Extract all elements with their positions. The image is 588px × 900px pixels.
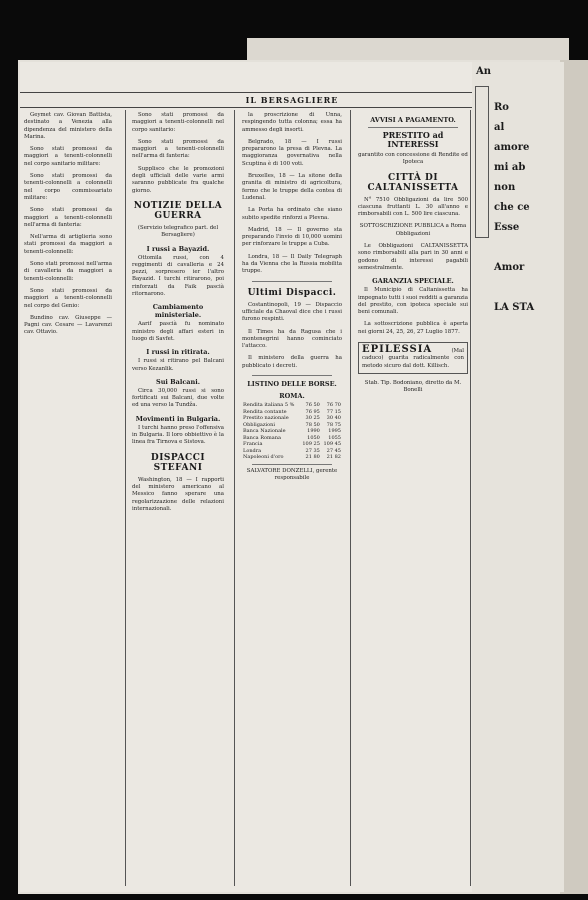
ad-section-heading: GARANZIA SPECIALE. xyxy=(372,277,454,286)
item-heading: I russi a Bayazid. xyxy=(146,244,210,253)
fragment-line: Ro xyxy=(494,102,509,113)
borsa-cell: 30 25 xyxy=(305,415,320,422)
borsa-city: ROMA. xyxy=(279,392,305,401)
paragraph: Le Obbligazioni CALTANISSETTA sono rimborsabili alla pari in 30 anni e godono di interessi pagabili semestralmente. xyxy=(358,243,468,271)
borsa-cell: 1995 xyxy=(328,428,341,435)
borsa-cell: 27 35 xyxy=(305,447,320,454)
ad-headline: EPILESSIA xyxy=(362,344,433,356)
paragraph: Sono stati promossi da maggiori a tenenti-colonnelli nel corpo sanitario militare: xyxy=(24,146,112,167)
fragment-line: Esse xyxy=(494,222,520,233)
borsa-cell: 1050 xyxy=(307,434,320,441)
divider xyxy=(252,281,332,282)
column-2 xyxy=(132,112,224,882)
item-heading: Cambiamento ministeriale. xyxy=(152,303,204,320)
section-heading: DISPACCI STEFANI xyxy=(150,452,206,473)
borsa-heading: LISTINO DELLE BORSE. xyxy=(247,380,337,389)
borsa-cell: 77 15 xyxy=(326,408,341,415)
section-heading: Ultimi Dispacci. xyxy=(247,287,337,298)
paragraph: Sono stati promossi da maggiori a tenenti-colonnelli nel corpo del Genio: xyxy=(24,287,112,309)
paragraph: Sono stati promossi da maggiori a tenenti-colonnelli nell'arma di fanteria: xyxy=(132,138,224,160)
paragraph: Washington, 18 — I rapporti del ministero americano al Messico fanno sperare una regolarizzazione delle relazioni internazionali. xyxy=(132,476,224,512)
borsa-cell: Francia xyxy=(243,441,263,448)
column-3 xyxy=(242,112,342,882)
fragment-line: non xyxy=(494,182,516,193)
column-rule xyxy=(470,110,471,886)
vertical-strip xyxy=(475,86,489,238)
borsa-cell: 27 45 xyxy=(326,447,341,454)
paragraph: Geymet cav. Giovan Battista, destinato a Venezia alla dipendenza del ministero della Marina. xyxy=(24,112,112,140)
paragraph: La Porta ha ordinato che siano subito spedite rinforzi a Plevna. xyxy=(242,207,342,221)
borsa-cell: Obbligazioni xyxy=(243,421,275,428)
ad-city: CITTÀ DI CALTANISSETTA xyxy=(367,172,459,193)
next-page-edge xyxy=(560,60,588,894)
newspaper-page xyxy=(20,62,564,892)
borsa-cell: Rendita italiana 5 % xyxy=(243,402,295,409)
ad-text: (Mal caduco) guarita radicalmente con metodo sicuro dal dott. Killisch. xyxy=(362,348,464,369)
divider xyxy=(368,127,458,128)
borsa-cell: Prestito nazionale xyxy=(243,415,289,422)
paragraph: Sono stati promossi da maggiori a tenenti-colonnelli nel corpo sanitario: xyxy=(132,112,224,133)
adjacent-page-fragment xyxy=(472,62,564,892)
subheading: (Servizio telegrafico part. del Bersagliere) xyxy=(137,224,219,239)
fragment-line: LA STA xyxy=(494,302,535,313)
ads-heading: AVVISI A PAGAMENTO. xyxy=(370,116,456,124)
borsa-cell: 109 45 xyxy=(323,441,341,448)
paragraph: Nell'arma di artiglieria sono stati promossi da maggiori a tenenti-colonnelli: xyxy=(24,234,112,255)
paragraph: Sono stati promossi da tenenti-colonnelli a colonnelli nel corpo commissariato militare: xyxy=(24,173,112,201)
paragraph: I turchi hanno preso l'offensiva in Bulgaria. Il loro obbiettivo è la linea fra Tirnova e Sistova. xyxy=(132,424,224,446)
borsa-cell: Banca Nazionale xyxy=(243,428,286,435)
paragraph: Madrid, 18 — Il governo sta preparando l'invio di 10,000 uomini per rinforzare le truppe a Cuba. xyxy=(242,226,342,248)
column-4 xyxy=(358,112,468,882)
fragment-title: An xyxy=(476,66,492,77)
borsa-cell: 30 40 xyxy=(326,415,341,422)
borsa-row xyxy=(242,402,342,409)
borsa-cell: 78 50 xyxy=(305,421,320,428)
borsa-cell: 1990 xyxy=(307,428,320,435)
divider xyxy=(252,464,332,465)
section-heading: NOTIZIE DELLA GUERRA xyxy=(133,200,223,221)
borsa-cell: Napoleoni d'oro xyxy=(243,454,284,461)
borsa-cell: 76 95 xyxy=(305,408,320,415)
borsa-cell: Banca Romana xyxy=(243,434,281,441)
column-rule xyxy=(125,110,126,886)
fragment-line: amore xyxy=(494,142,530,153)
paragraph: Supplisco che le promozioni degli ufficiali delle varie armi saranno pubblicate fra qualche giorno. xyxy=(132,165,224,194)
column-rule xyxy=(234,110,235,886)
paragraph: Ottomila russi, con 4 reggimenti di cavalleria e 24 pezzi, sorpresero ier l'altro Bayazid. I turchi ritirarono, poi rinforzati da Faik pascià ritornarono. xyxy=(132,254,224,298)
ad-title: PRESTITO ad INTERESSI xyxy=(382,130,444,149)
masthead: IL BERSAGLIERE xyxy=(20,92,564,108)
paragraph: Il ministero della guerra ha pubblicato i decreti. xyxy=(242,355,342,369)
paragraph: Il Municipio di Caltanissetta ha impegnato tutti i suoi redditi a garanzia del prestito, con ipoteca speciale sui beni comunali. xyxy=(358,287,468,316)
printer-footer: Stab. Tip. Bodoniano, diretto da M. Bonelli xyxy=(364,379,462,394)
borsa-cell: 21 80 xyxy=(305,454,320,461)
item-heading: Movimenti in Bulgaria. xyxy=(135,414,221,423)
item-heading: I russi in ritirata. xyxy=(146,348,210,357)
paragraph: la proscrizione di Unna, respingendo tutta colonna; essa ha ammesso degli insorti. xyxy=(242,112,342,133)
paragraph: La sottoscrizione pubblica è aperta nei giorni 24, 25, 26, 27 Luglio 1877. xyxy=(358,321,468,335)
paragraph: N° 7510 Obbligazioni da lire 500 ciascuna fruttanti L. 30 all'anno e rimborsabili con L. 500 lire ciascuna. xyxy=(358,196,468,218)
borsa-row xyxy=(242,454,342,461)
epilepsy-ad xyxy=(358,342,468,374)
paragraph: Il Times ha da Ragusa che i montenegrini hanno cominciato l'attacco. xyxy=(242,328,342,350)
borsa-cell: 21 82 xyxy=(326,454,341,461)
paragraph: Aarif pascià fu nominato ministro degli affari esteri in luogo di Savfet. xyxy=(132,321,224,342)
fragment-line: al xyxy=(494,122,505,133)
item-heading: Sui Balcani. xyxy=(156,377,200,386)
paragraph: Bruxelles, 18 — La sitone della granita di ministro di agricoltura, fermo che le truppe della contea di Ludenal. xyxy=(242,173,342,201)
paragraph: Londra, 18 — Il Daily Telegraph ha da Vienna che la Russia mobilita truppe. xyxy=(242,253,342,275)
borsa-cell: 109 25 xyxy=(302,441,320,448)
signature: SALVATORE DONZELLI, gerente responsabile xyxy=(246,467,338,481)
paragraph: Sono stati promossi nell'arma di cavalleria da maggiori a tenenti-colonnelli: xyxy=(24,261,112,282)
borsa-cell: 76 50 xyxy=(305,402,320,409)
borsa-cell: Rendita contante xyxy=(243,408,287,415)
borsa-cell: 76 70 xyxy=(326,402,341,409)
fragment-line: che ce xyxy=(494,202,530,213)
borsa-table xyxy=(242,402,342,461)
borsa-cell: 78 75 xyxy=(326,421,341,428)
column-rule xyxy=(350,110,351,886)
column-1 xyxy=(24,112,112,882)
paragraph: Bundino cav. Giuseppe — Pagni cav. Cesare — Lavarenzi cav. Ottavio. xyxy=(24,314,112,336)
paragraph: Belgrado, 18 — I russi prepararono la presa di Plevna. La maggioranza governativa nella Scuptina è di 100 voti. xyxy=(242,138,342,167)
borsa-cell: Londra xyxy=(243,447,262,454)
paragraph: SOTTOSCRIZIONE PUBBLICA a Roma Obbligazioni xyxy=(359,223,467,237)
divider xyxy=(252,375,332,376)
paragraph: I russi si ritirano pel Balcani verso Kezanlik. xyxy=(132,358,224,372)
borsa-cell: 1055 xyxy=(328,434,341,441)
fragment-line: mi ab xyxy=(494,162,526,173)
paragraph: Sono stati promossi da maggiori a tenenti-colonnelli nell'arma di fanteria: xyxy=(24,207,112,228)
paragraph: Costantinopoli, 19 — Dispaccio ufficiale da Chaoval dice che i russi furono respinti. xyxy=(242,301,342,323)
fragment-line: Amor xyxy=(494,262,525,273)
paragraph: Circa 30,000 russi si sono fortificati sui Balcani, due volte ed una verso la Tundža. xyxy=(132,387,224,409)
ad-subtitle: garantito con concessione di Rendite ed Ipoteca xyxy=(358,152,468,166)
